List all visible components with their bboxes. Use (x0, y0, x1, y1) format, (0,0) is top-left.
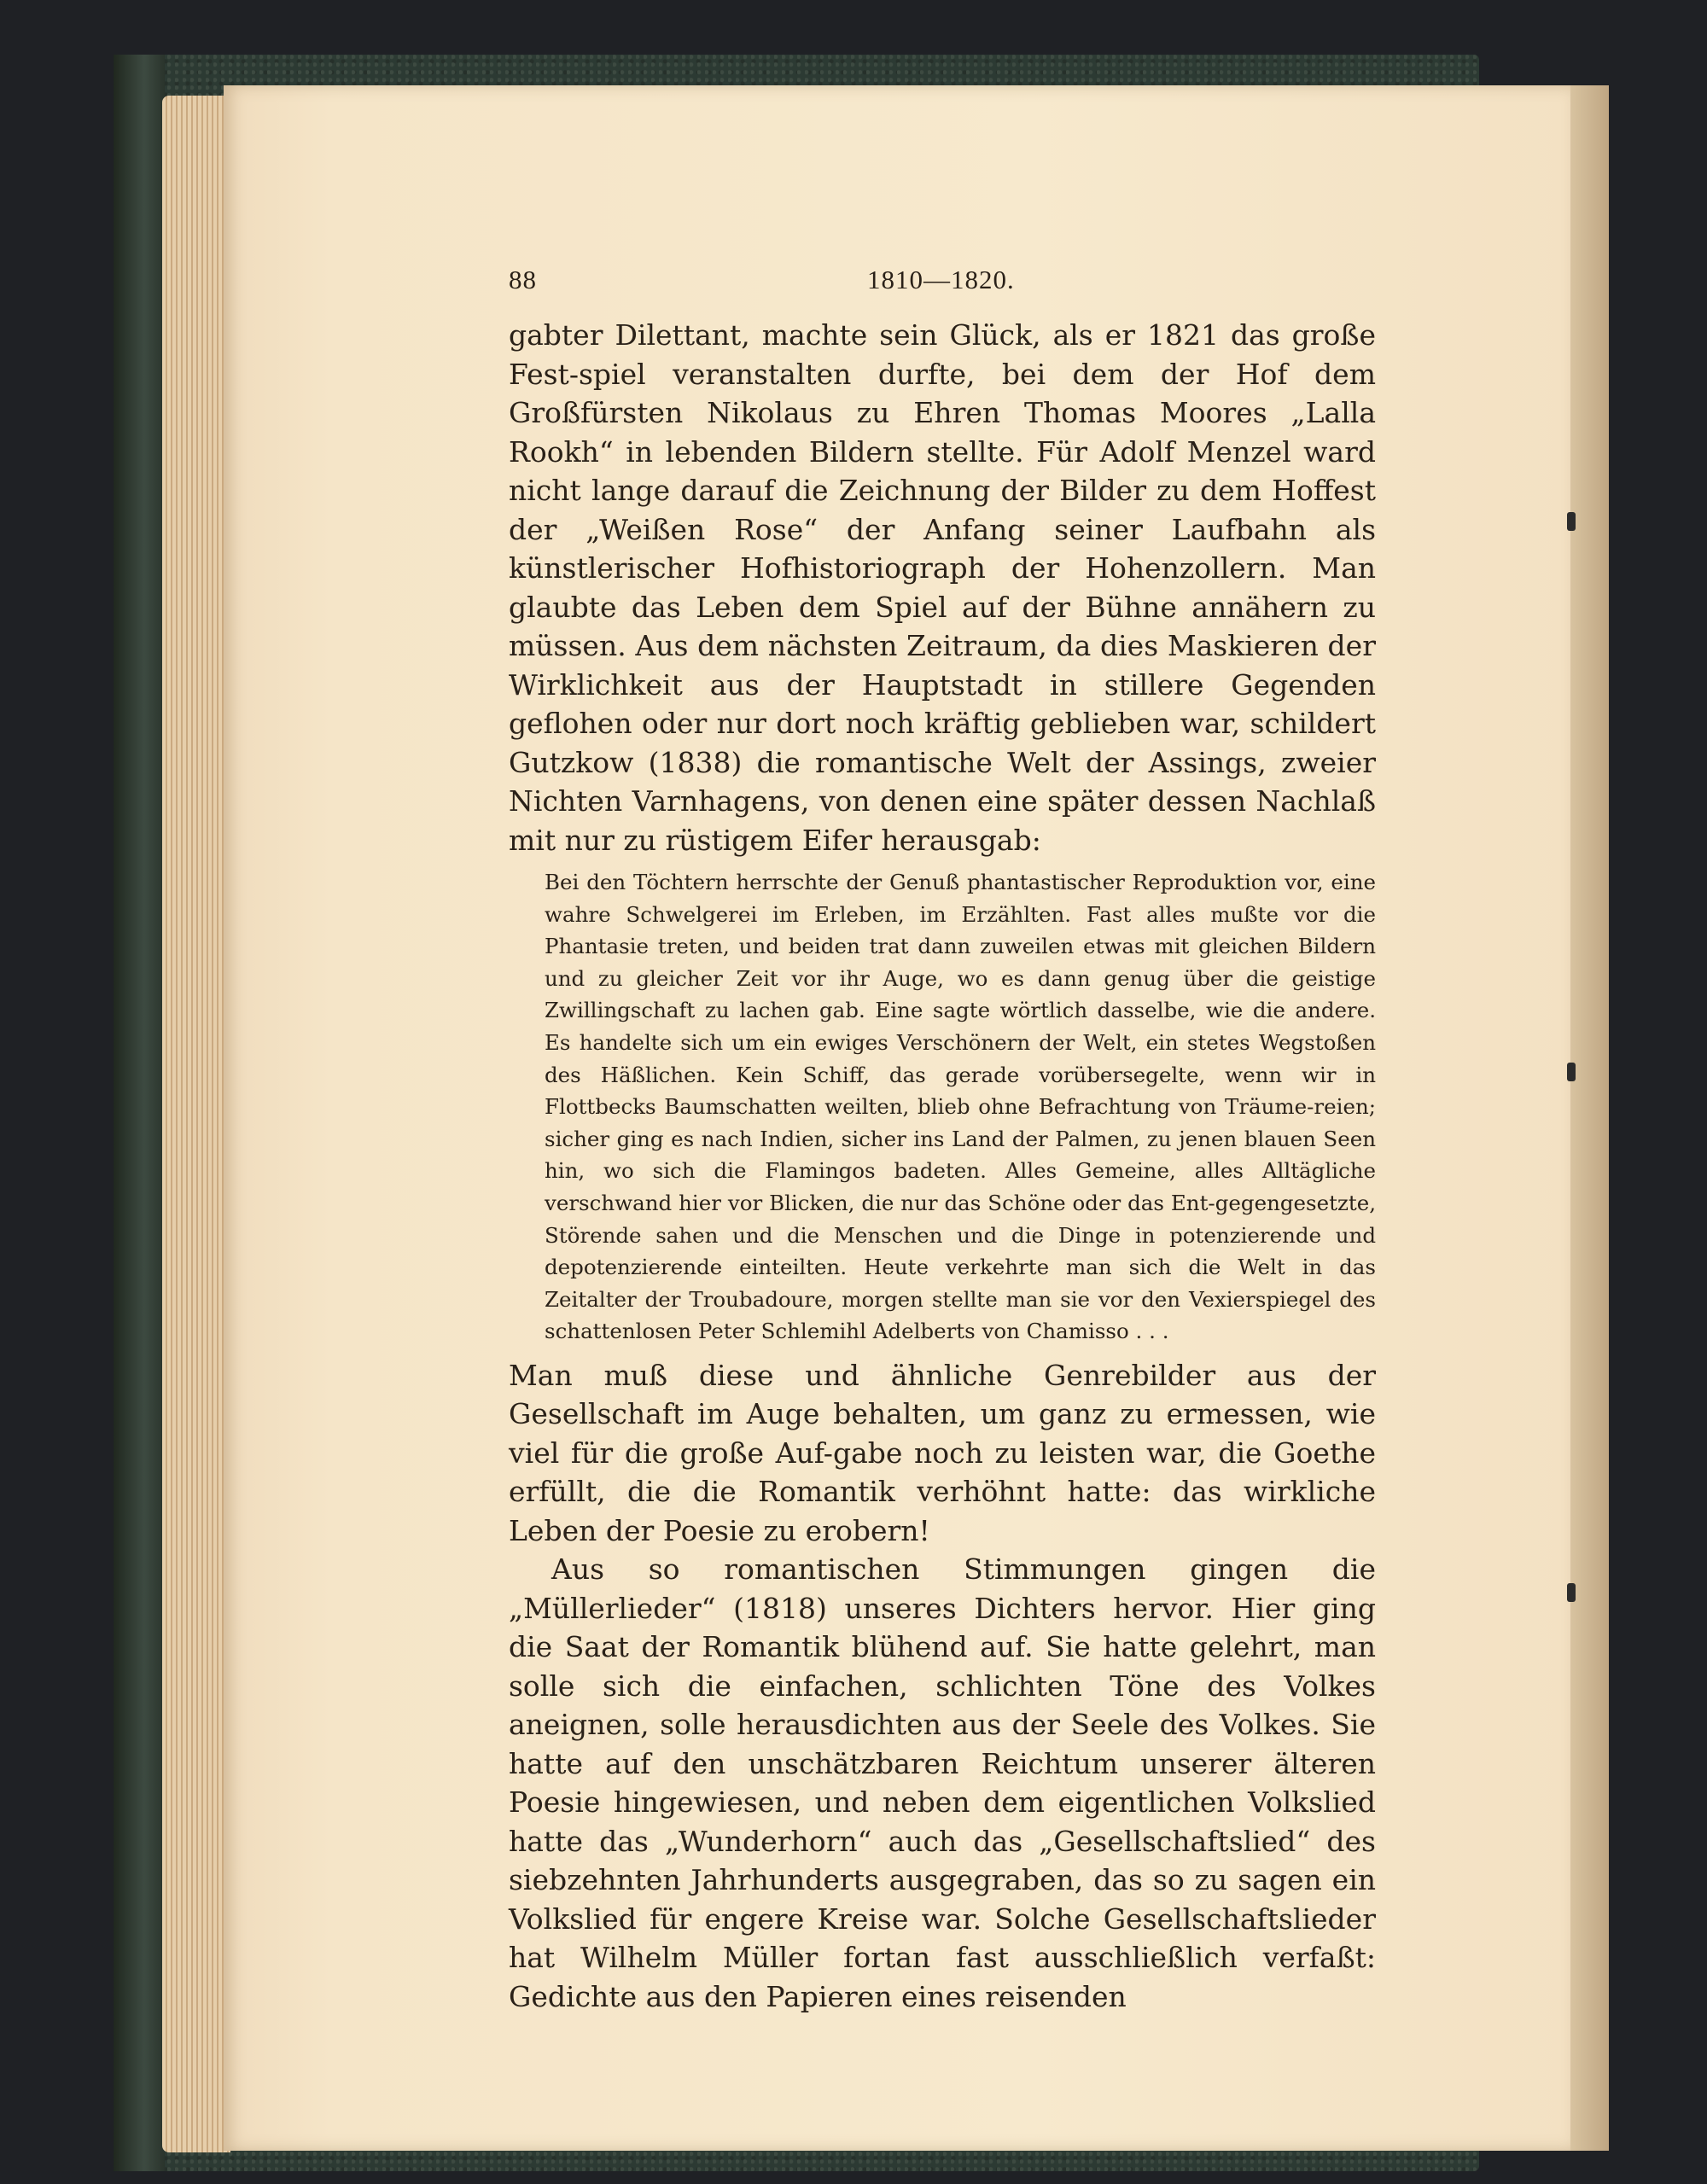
page-edges (162, 96, 230, 2152)
paragraph: gabter Dilettant, machte sein Glück, als er 1821 das große Fest-spiel veranstalten durfte, bei dem der Hof dem Großfürsten Nikolaus zu Ehren Thomas Moores „Lalla Rookh“ in lebenden Bildern stellte. Für Adolf Menzel ward nicht lange darauf die Zeichnung der Bilder zu dem Hoffest der „Weißen Rose“ der Anfang seiner Laufbahn als künstlerischer Hofhistoriograph der Hohenzollern. Man glaubte das Leben dem Spiel auf der Bühne annähern zu müssen. Aus dem nächsten Zeitraum, da dies Maskieren der Wirklichkeit aus der Hauptstadt in stillere Gegenden geflohen oder nur dort noch kräftig geblieben war, schildert Gutzkow (1838) die romantische Welt der Assings, zweier Nichten Varnhagens, von denen eine später dessen Nachlaß mit nur zu rüstigem Eifer herausgab: (509, 318, 1376, 857)
body-text (509, 316, 1376, 2016)
facing-board (1570, 85, 1609, 2151)
book-spine (114, 55, 165, 2171)
paragraph: Aus so romantischen Stimmungen gingen die „Müllerlieder“ (1818) unseres Dichters hervor. Hier ging die Saat der Romantik blühend auf. Sie hatte gelehrt, man solle sich die einfachen, schlichten Töne des Volkes aneignen, solle herausdichten aus der Seele des Volkes. Sie hatte auf den unschätzbaren Reichtum unserer älteren Poesie hingewiesen, und neben dem eigentlichen Volkslied hatte das „Wunderhorn“ auch das „Gesellschaftslied“ des siebzehnten Jahrhunderts ausgegraben, das so zu sagen ein Volkslied für engere Kreise war. Solche Gesellschaftslieder hat Wilhelm Müller fortan fast ausschließlich verfaßt: Gedichte aus den Papieren eines reisenden (509, 1552, 1376, 2013)
page-content (509, 265, 1376, 2016)
paragraph: Man muß diese und ähnliche Genrebilder aus der Gesellschaft im Auge behalten, um ganz zu ermessen, wie viel für die große Auf-gabe noch zu leisten war, die Goethe erfüllt, die die Romantik verhöhnt hatte: das wirkliche Leben der Poesie zu erobern! (509, 1358, 1376, 1547)
page-clip (1567, 512, 1576, 531)
running-header (509, 265, 1376, 316)
page-clip (1567, 1063, 1576, 1081)
page-number: 88 (509, 265, 537, 294)
chapter-years: 1810—1820. (867, 265, 1015, 294)
block-quote: Bei den Töchtern herrschte der Genuß phantastischer Reproduktion vor, eine wahre Schwelgerei im Erleben, im Erzählten. Fast alles mußte vor die Phantasie treten, und beiden trat dann zuweilen etwas mit gleichen Bildern und zu gleicher Zeit vor ihr Auge, wo es dann genug über die geistige Zwillingschaft zu lachen gab. Eine sagte wörtlich dasselbe, wie die andere. Es handelte sich um ein ewiges Verschönern der Welt, ein stetes Wegstoßen des Häßlichen. Kein Schiff, das gerade vorübersegelte, wenn wir in Flottbecks Baumschatten weilten, blieb ohne Befrachtung von Träume-reien; sicher ging es nach Indien, sicher ins Land der Palmen, zu jenen blauen Seen hin, wo sich die Flamingos badeten. Alles Gemeine, alles Alltägliche verschwand hier vor Blicken, die nur das Schöne oder das Ent-gegengesetzte, Störende sahen und die Menschen und die Dinge in potenzierende und depotenzierende einteilten. Heute verkehrte man sich die Welt in das Zeitalter der Troubadoure, morgen stellte man sie vor den Vexierspiegel des schattenlosen Peter Schlemihl Adelberts von Chamisso . . . (545, 870, 1376, 1344)
page-clip (1567, 1583, 1576, 1602)
